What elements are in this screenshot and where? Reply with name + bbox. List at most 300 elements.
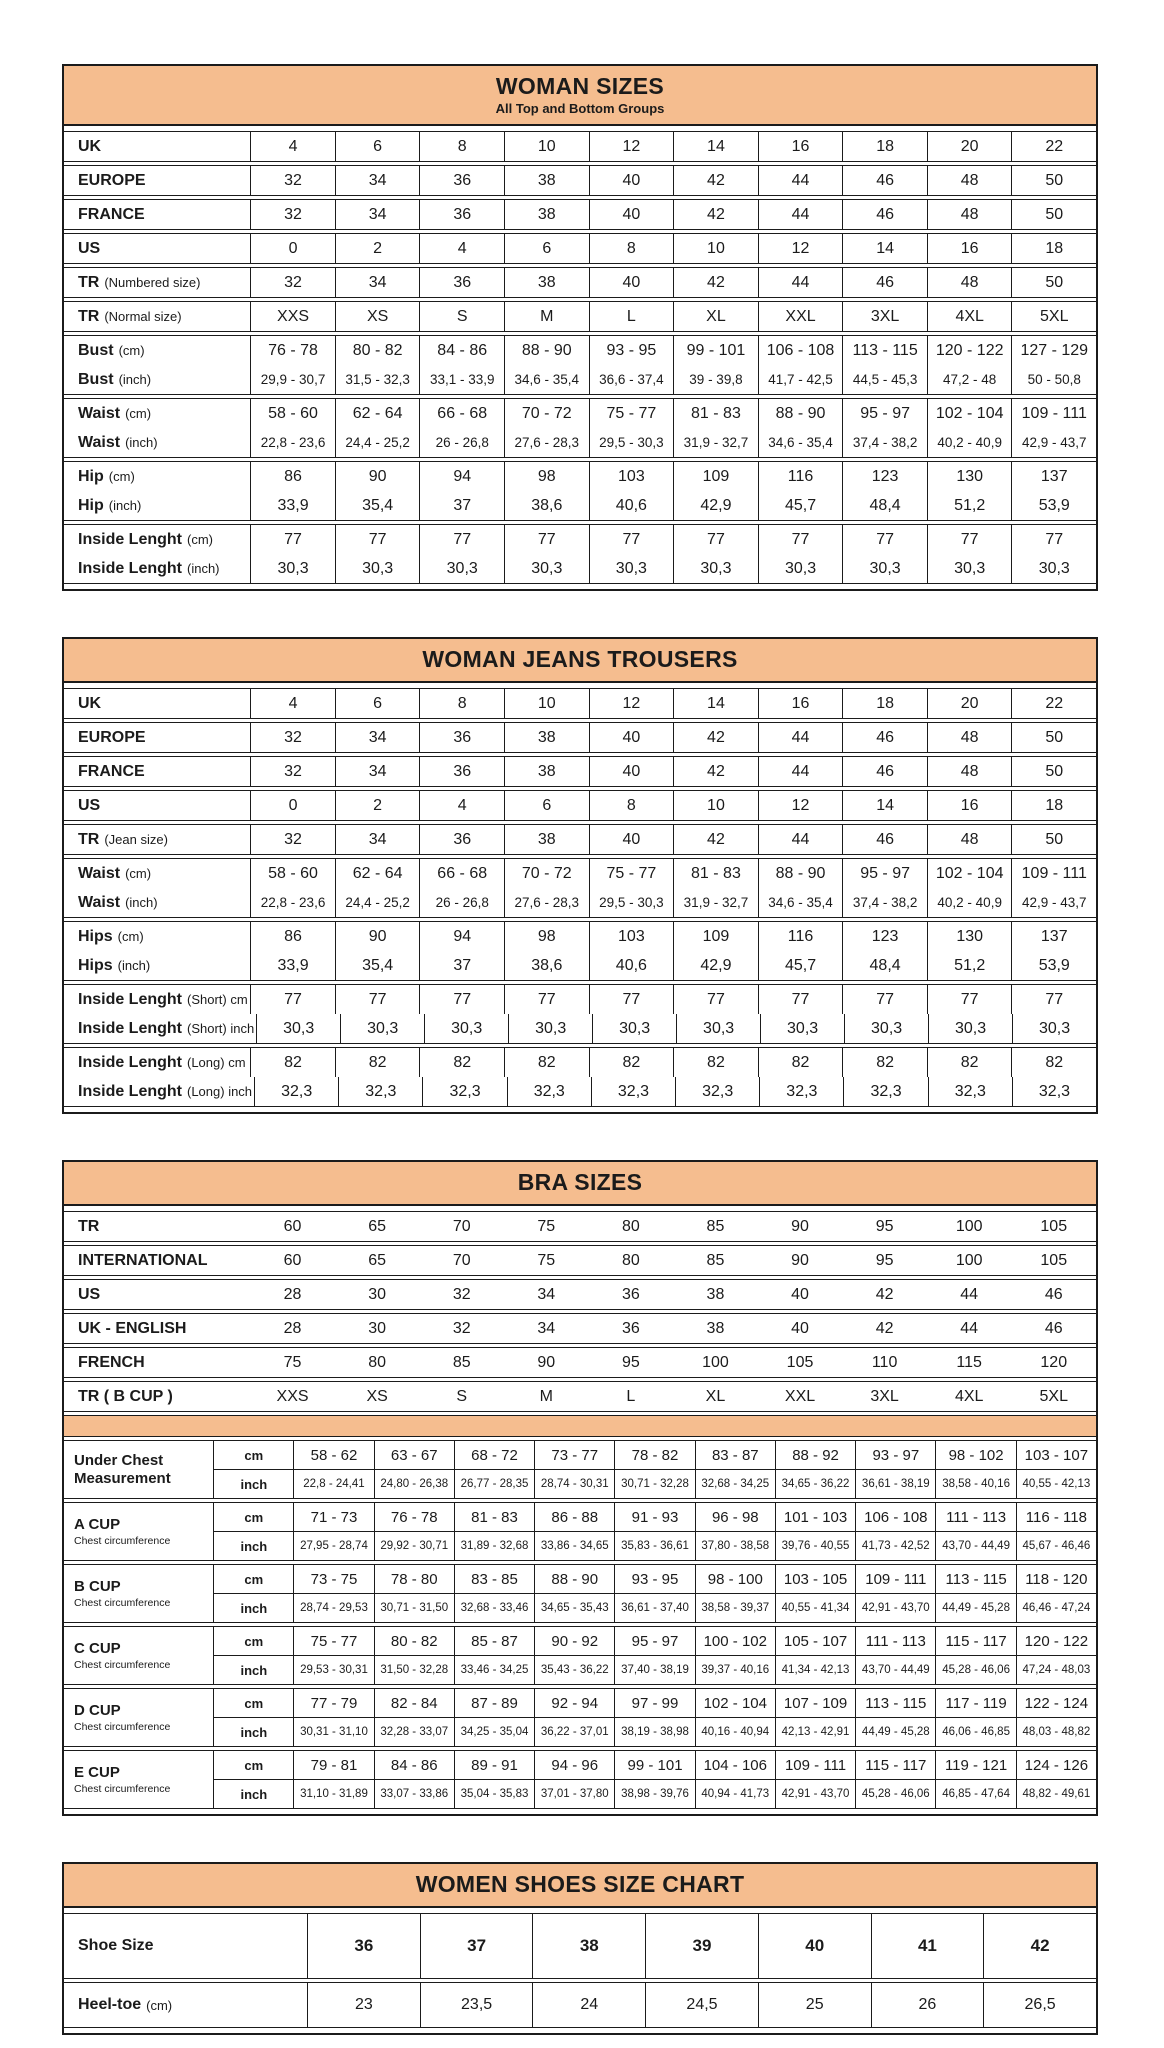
value-cell: 86 [250,922,335,951]
value-cell: 93 - 95 [614,1565,694,1593]
cup-description: Chest circumference [74,1782,171,1795]
row-label: UK [78,694,102,712]
row-label: Inside Lenght [78,530,182,548]
value-cell: 82 [758,1048,843,1077]
cup-rows [213,1689,1096,1746]
value-cell: 33,1 - 33,9 [419,365,504,394]
value-cell: 30,3 [589,554,674,583]
value-cell: 46 [842,825,927,854]
value-cell: 35,04 - 35,83 [454,1780,534,1808]
value-cell: 24,4 - 25,2 [335,428,420,457]
value-cell: 91 - 93 [614,1503,694,1531]
table-header [64,1864,1096,1908]
value-cell: 105 [1040,1217,1068,1235]
row-label: TR ( B CUP ) [78,1387,173,1405]
value-cell: 88 - 90 [504,336,589,365]
table-row [64,1382,1096,1411]
value-cell: 16 [758,132,843,161]
value-cell: 2 [335,791,420,820]
value-cell: 34 [335,166,420,195]
value-cell: 95 - 97 [614,1627,694,1655]
table-row [64,825,1096,854]
cup-description: Chest circumference [74,1596,171,1609]
table-title: WOMAN JEANS TROUSERS [422,646,738,672]
value-cell: 38,98 - 39,76 [614,1780,694,1808]
value-cell: 32 [250,268,335,297]
value-cell: 32 [452,1319,471,1337]
table-subtitle: All Top and Bottom Groups [495,101,665,116]
value-cell: 12 [589,689,674,718]
value-cell: 4XL [954,1387,984,1405]
value-cell: 12 [758,791,843,820]
value-cell: 36 [419,825,504,854]
cup-size-group [64,1750,1096,1809]
value-cell: XXL [758,302,843,331]
table-row [64,491,1096,520]
unit-cell: inch [213,1470,293,1498]
value-cell: 102 - 104 [927,399,1012,428]
value-cell: 32,3 [591,1077,675,1106]
value-cell: 29,92 - 30,71 [374,1532,454,1560]
value-cell: 33,9 [250,491,335,520]
value-cell: 34 [335,200,420,229]
value-cell: 32 [250,825,335,854]
value-cell: 4XL [927,302,1012,331]
row-group [64,131,1096,162]
value-cell: 34,25 - 35,04 [454,1718,534,1746]
value-cell: 27,95 - 28,74 [293,1532,373,1560]
row-label-cell [64,1348,250,1377]
value-cell: 4 [250,132,335,161]
row-group [64,398,1096,458]
value-cell: 109 [673,462,758,491]
value-cell: 44 [758,200,843,229]
value-cell: 28,74 - 29,53 [293,1594,373,1622]
value-cell: 77 [335,985,420,1014]
value-cell: 32 [250,166,335,195]
value-cell: 77 [927,525,1012,554]
row-label: FRANCE [78,205,145,223]
table-row [64,951,1096,980]
row-label-cell [64,428,250,457]
value-cell: 16 [927,791,1012,820]
value-cell: 38,6 [504,491,589,520]
value-cell: 82 [842,1048,927,1077]
value-cell: 46 [1044,1319,1063,1337]
value-cell: 32 [250,723,335,752]
value-cell: 51,2 [927,951,1012,980]
table-row [64,1314,1096,1343]
cup-name: B CUP [74,1578,121,1596]
row-label-detail: (inch) [125,435,158,450]
value-cell: 36 [621,1319,640,1337]
value-cell: 118 - 120 [1016,1565,1096,1593]
table-row [64,302,1096,331]
value-cell: 38,19 - 38,98 [614,1718,694,1746]
value-cell: 109 [673,922,758,951]
value-cell: 40,55 - 42,13 [1016,1470,1096,1498]
value-cell: 32,3 [422,1077,506,1106]
table-row [213,1593,1096,1622]
value-cell: 0 [250,234,335,263]
value-cell: 122 - 124 [1016,1689,1096,1717]
table-row [213,1655,1096,1684]
cup-label-cell [64,1627,213,1684]
value-cell: 89 - 91 [454,1751,534,1779]
value-cell: 26 [871,1983,984,2027]
row-label-detail: (inch) [117,958,151,973]
row-label-cell [64,888,250,917]
value-cell: 109 - 111 [855,1565,935,1593]
cup-name: D CUP [74,1702,121,1720]
value-cell: 44 [758,268,843,297]
table-row [64,859,1096,888]
value-cell: 16 [927,234,1012,263]
value-cell: 90 - 92 [534,1627,614,1655]
table-row [64,1048,1096,1077]
value-cell: 109 - 111 [775,1751,855,1779]
cup-name: A CUP [74,1516,121,1534]
table-bra-sizes [62,1160,1098,1816]
value-cell: 73 - 77 [534,1441,614,1469]
value-cell: 81 - 83 [673,859,758,888]
value-cell: 30,3 [928,1014,1012,1043]
unit-cell: cm [213,1565,293,1593]
table-row [64,1077,1096,1106]
row-label: Waist [78,404,121,422]
value-cell: 47,2 - 48 [927,365,1012,394]
value-cell: 30,3 [504,554,589,583]
value-cell: 98 - 102 [935,1441,1015,1469]
value-cell: 42 [673,757,758,786]
value-cell: 30,3 [419,554,504,583]
row-group [64,984,1096,1044]
table-row [64,268,1096,297]
value-cell: 26,5 [983,1983,1096,2027]
value-cell: 46 [842,268,927,297]
value-cell: 36,61 - 37,40 [614,1594,694,1622]
value-cell: 4 [250,689,335,718]
value-cell: 30,3 [676,1014,760,1043]
value-cell: 30,3 [842,554,927,583]
table-row [213,1751,1096,1779]
value-cell: 29,5 - 30,3 [589,428,674,457]
row-label-cell [64,859,250,888]
value-cell: XL [673,302,758,331]
value-cell: XXS [250,302,335,331]
value-cell: 45,28 - 46,06 [935,1656,1015,1684]
value-cell: 32,3 [254,1077,338,1106]
value-cell: 45,28 - 46,06 [855,1780,935,1808]
value-cell: 40,16 - 40,94 [695,1718,775,1746]
value-cell: 40 [589,166,674,195]
value-cell: 77 [419,525,504,554]
value-cell: 84 - 86 [419,336,504,365]
value-cell: 36,6 - 37,4 [589,365,674,394]
value-cell: 30 [368,1285,387,1303]
value-cell: 76 - 78 [250,336,335,365]
value-cell: 105 [786,1353,814,1371]
value-cell: 115 - 117 [855,1751,935,1779]
value-cell: 30,3 [1012,1014,1096,1043]
value-cell: 99 - 101 [614,1751,694,1779]
value-cell: 82 [250,1048,335,1077]
value-cell: 6 [335,132,420,161]
value-cell: 44,49 - 45,28 [935,1594,1015,1622]
value-cell: 127 - 129 [1011,336,1096,365]
table-row [213,1565,1096,1593]
row-label-cell [64,1314,250,1343]
value-cell: 42 [673,200,758,229]
value-cell: 33,9 [250,951,335,980]
row-label-cell [64,1014,256,1043]
value-cell: 44 [758,825,843,854]
value-cell: 77 [927,985,1012,1014]
value-cell: 40,55 - 41,34 [775,1594,855,1622]
row-label-cell [64,1212,250,1241]
value-cell: 95 [875,1251,894,1269]
value-cell: 26 - 26,8 [419,428,504,457]
value-cell: 93 - 97 [855,1441,935,1469]
value-cell: 34 [537,1285,556,1303]
row-label-cell [64,554,250,583]
value-cell: 34,65 - 36,22 [775,1470,855,1498]
row-label-detail: (inch) [125,895,158,910]
value-cell: 71 - 73 [293,1503,373,1531]
value-cell: 77 [589,985,674,1014]
row-label-cell [64,1077,254,1106]
value-cell: 105 [1040,1251,1068,1269]
value-cell: 48 [927,200,1012,229]
value-cell: 50 [1011,200,1096,229]
value-cell: 137 [1011,462,1096,491]
row-group [64,461,1096,521]
value-cell: 36,22 - 37,01 [534,1718,614,1746]
value-cell: 100 [955,1217,983,1235]
value-cell: S [419,302,504,331]
unit-cell: cm [213,1689,293,1717]
value-cell: 42,91 - 43,70 [855,1594,935,1622]
row-label: Hip [78,496,104,514]
value-cell: 50 [1011,825,1096,854]
row-label-cell [64,825,250,854]
table-row [213,1627,1096,1655]
value-cell: 104 - 106 [695,1751,775,1779]
value-cell: 26 - 26,8 [419,888,504,917]
value-cell: 34 [335,825,420,854]
value-cell: 48,4 [842,491,927,520]
value-cell: 42 [673,166,758,195]
row-label: US [78,796,101,814]
row-label: Waist [78,433,121,451]
table-woman-sizes [62,64,1098,591]
unit-cell: inch [213,1780,293,1808]
row-label-detail: (cm) [108,469,135,484]
value-cell: XS [366,1387,388,1405]
row-label-cell [64,1048,250,1077]
value-cell: 32,68 - 34,25 [695,1470,775,1498]
row-group [64,524,1096,584]
value-cell: 88 - 92 [775,1441,855,1469]
value-cell: 111 - 113 [935,1503,1015,1531]
value-cell: 46,06 - 46,85 [935,1718,1015,1746]
row-label: TR [78,1217,100,1235]
value-cell: 32,3 [1012,1077,1096,1106]
value-cell: 18 [842,689,927,718]
row-label: Hip [78,467,104,485]
row-label: US [78,1285,101,1303]
value-cell: 31,50 - 32,28 [374,1656,454,1684]
table-row [64,428,1096,457]
value-cell: 46 [842,723,927,752]
value-cell: 22 [1011,132,1096,161]
value-cell: 38 [504,723,589,752]
value-cell: 77 - 79 [293,1689,373,1717]
value-cell: 30,71 - 32,28 [614,1470,694,1498]
row-group [64,1313,1096,1344]
row-label-detail: (Short) cm [187,992,248,1007]
value-cell: 77 [335,525,420,554]
value-cell: 24,80 - 26,38 [374,1470,454,1498]
value-cell: 94 [419,462,504,491]
table-women-shoes [62,1862,1098,2035]
value-cell: 0 [250,791,335,820]
row-group [64,1245,1096,1276]
value-cell: 75 - 77 [589,399,674,428]
value-cell: 80 [621,1217,640,1235]
value-cell: 50 [1011,723,1096,752]
value-cell: 36 [419,757,504,786]
table-row [64,462,1096,491]
value-cell: 90 [791,1251,809,1269]
value-cell: 28,74 - 30,31 [534,1470,614,1498]
table-row [64,689,1096,718]
value-cell: 44 [960,1319,979,1337]
table-row [64,723,1096,752]
cup-rows [213,1565,1096,1622]
value-cell: 60 [283,1217,302,1235]
value-cell: 79 - 81 [293,1751,373,1779]
value-cell: 123 [842,922,927,951]
value-cell: 110 [871,1353,898,1371]
table-title: BRA SIZES [517,1169,643,1195]
row-label-cell [64,757,250,786]
value-cell: 34 [335,757,420,786]
value-cell: 40 [589,200,674,229]
row-label-cell [64,723,250,752]
value-cell: 77 [419,985,504,1014]
value-cell: 28 [283,1319,302,1337]
value-cell: 102 - 104 [695,1689,775,1717]
row-group [64,688,1096,719]
value-cell: 48 [927,825,1012,854]
value-cell: 70 - 72 [504,399,589,428]
value-cell: 58 - 60 [250,399,335,428]
value-cell: 44 [960,1285,979,1303]
value-cell: 35,83 - 36,61 [614,1532,694,1560]
cup-name: Under Chest Measurement [74,1452,171,1487]
value-cell: 111 - 113 [855,1627,935,1655]
value-cell: 31,10 - 31,89 [293,1780,373,1808]
value-cell: 100 - 102 [695,1627,775,1655]
value-cell: 37,4 - 38,2 [842,888,927,917]
cup-description: Chest circumference [74,1720,171,1733]
cup-rows [213,1751,1096,1808]
value-cell: 35,4 [335,951,420,980]
table-row [213,1469,1096,1498]
value-cell: 92 - 94 [534,1689,614,1717]
value-cell: 32,3 [338,1077,422,1106]
value-cell: 50 [1011,268,1096,297]
value-cell: 77 [1011,525,1096,554]
value-cell: M [539,1387,553,1405]
value-cell: 106 - 108 [855,1503,935,1531]
value-cell: 63 - 67 [374,1441,454,1469]
value-cell: 5XL [1011,302,1096,331]
value-cell: 98 - 100 [695,1565,775,1593]
table-row [213,1441,1096,1469]
value-cell: 40 [791,1285,809,1303]
value-cell: 38 [504,825,589,854]
value-cell: 78 - 82 [614,1441,694,1469]
value-cell: 46,46 - 47,24 [1016,1594,1096,1622]
value-cell: 36 [419,268,504,297]
value-cell: 47,24 - 48,03 [1016,1656,1096,1684]
table-row [213,1689,1096,1717]
value-cell: S [456,1387,468,1405]
value-cell: 36 [419,200,504,229]
value-cell: 37 [419,951,504,980]
row-group [64,233,1096,264]
value-cell: 44 [758,166,843,195]
value-cell: 34,6 - 35,4 [758,888,843,917]
value-cell: 94 [419,922,504,951]
row-group [64,301,1096,332]
value-cell: 88 - 90 [758,399,843,428]
value-cell: 84 - 86 [374,1751,454,1779]
value-cell: 27,6 - 28,3 [504,428,589,457]
value-cell: 66 - 68 [419,399,504,428]
table-row [64,399,1096,428]
value-cell: 94 - 96 [534,1751,614,1779]
value-cell: 78 - 80 [374,1565,454,1593]
value-cell: 98 [504,462,589,491]
row-label: Inside Lenght [78,559,182,577]
row-group [64,824,1096,855]
row-label-detail: (Short) inch [187,1021,255,1036]
table-body [64,1206,1096,1814]
table-title: WOMEN SHOES SIZE CHART [415,1871,745,1897]
value-cell: 80 - 82 [374,1627,454,1655]
value-cell: 77 [1011,985,1096,1014]
value-cell: 30,3 [256,1014,340,1043]
row-label-cell [64,302,250,331]
table-body [64,126,1096,589]
value-cell: 41 [871,1914,984,1978]
value-cell: 6 [335,689,420,718]
value-cell: 41,34 - 42,13 [775,1656,855,1684]
value-cell: 12 [758,234,843,263]
table-row [64,1014,1096,1043]
value-cell: 40 [758,1914,871,1978]
value-cell: 65 [368,1217,387,1235]
value-cell: 30,3 [250,554,335,583]
value-cell: 33,86 - 34,65 [534,1532,614,1560]
table-row [64,1280,1096,1309]
table-row [64,525,1096,554]
row-label-detail: (inch) [187,561,220,576]
value-cell: 103 [589,462,674,491]
